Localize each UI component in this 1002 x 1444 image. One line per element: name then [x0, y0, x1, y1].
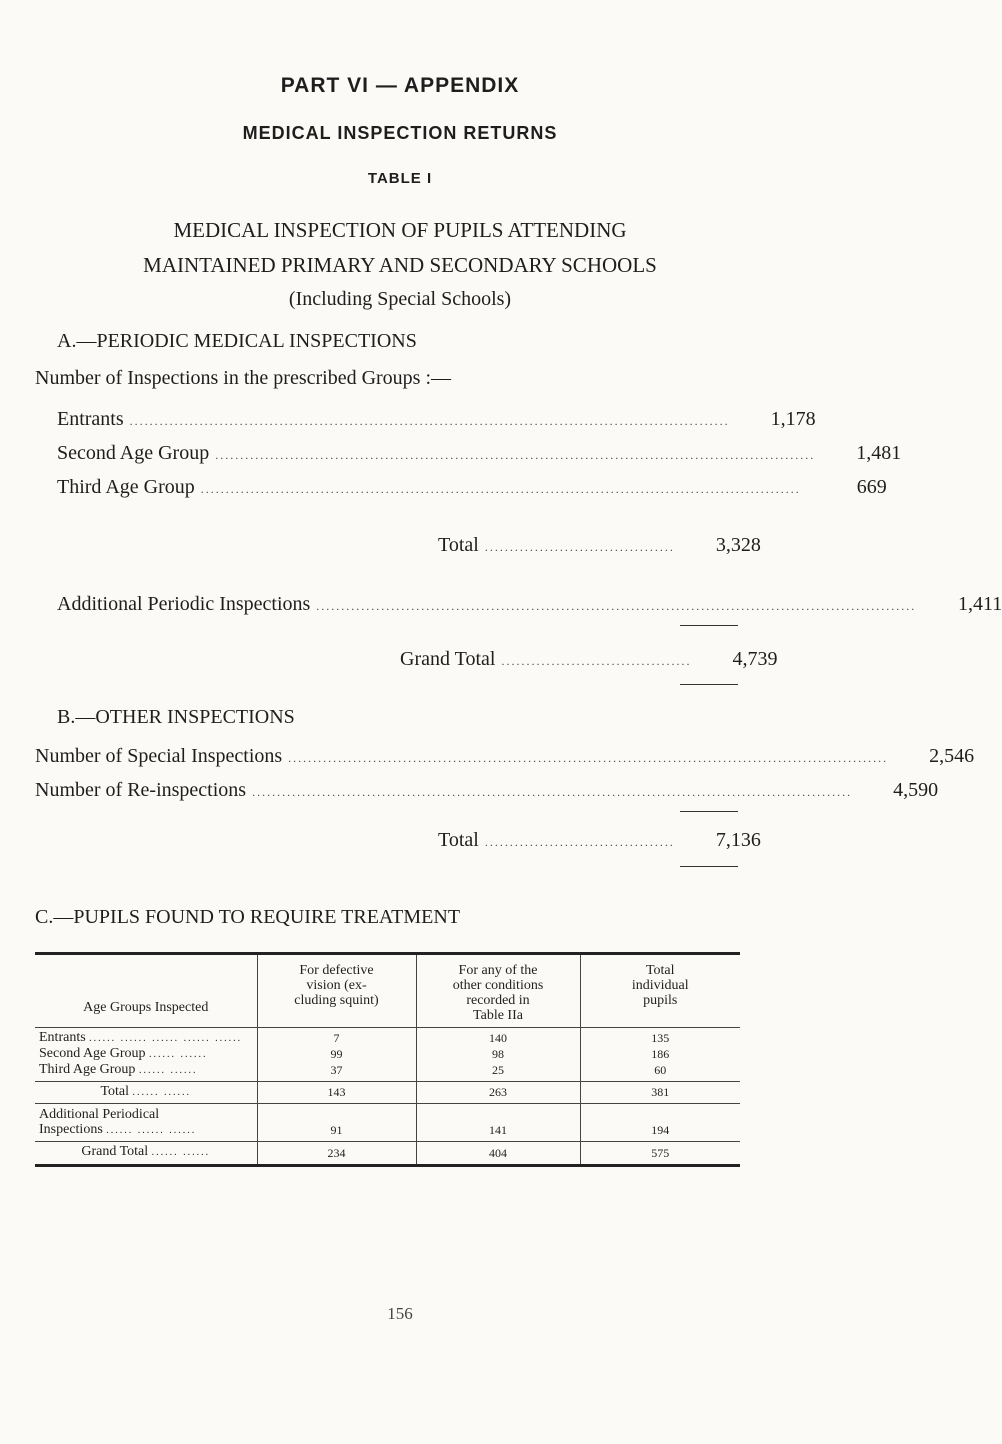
row-value: 2,546	[929, 745, 975, 767]
row-label: Additional Periodic Inspections	[57, 593, 311, 615]
title-line-1: MEDICAL INSPECTION OF PUPILS ATTENDING	[173, 218, 627, 242]
label-line: Additional Periodical	[39, 1107, 160, 1122]
row-label: Second Age Group ...... ......	[39, 1046, 208, 1061]
header-line: For defective	[299, 963, 374, 978]
leader-dots: ........................................................................................................................	[252, 785, 853, 799]
title-line-2: MAINTAINED PRIMARY AND SECONDARY SCHOOLS	[143, 253, 657, 277]
cell-other: 140	[416, 1028, 580, 1047]
leader-dots: ........................................................................................................................	[200, 482, 801, 496]
section-a-heading: A.—PERIODIC MEDICAL INSPECTIONS	[57, 330, 417, 352]
cell-total: 575	[580, 1142, 740, 1166]
row-value: 1,178	[770, 408, 816, 430]
cell-other: 404	[416, 1142, 580, 1166]
col-header-age-groups: Age Groups Inspected	[83, 1000, 209, 1015]
row-label: Number of Re-inspections	[35, 779, 247, 801]
row-label: Total ...... ......	[100, 1084, 192, 1099]
row-second-age-group	[57, 442, 902, 468]
cell-other: 98	[416, 1046, 580, 1062]
row-additional-periodic	[57, 593, 1002, 619]
row-label: Third Age Group ...... ......	[39, 1062, 198, 1077]
cell-total: 60	[580, 1062, 740, 1082]
title-line-3: (Including Special Schools)	[288, 288, 512, 310]
total-value: 7,136	[715, 829, 761, 851]
row-total-a	[438, 534, 761, 560]
header-line: other conditions	[452, 978, 544, 993]
section-c-heading: C.—PUPILS FOUND TO REQUIRE TREATMENT	[35, 906, 461, 928]
leader-dots: ......................................	[484, 835, 675, 849]
rule	[680, 811, 738, 812]
treatment-table	[35, 952, 740, 1167]
table-row	[35, 1046, 740, 1062]
rule	[680, 866, 738, 867]
label-line: Inspections ...... ...... ......	[39, 1122, 197, 1137]
col-header-total-pupils	[580, 954, 740, 1028]
leader-dots: ........................................................................................................................	[316, 599, 917, 613]
row-total-b	[438, 829, 761, 855]
page-number: 156	[387, 1304, 413, 1323]
header-line: Table IIa	[473, 1008, 523, 1023]
part-heading: PART VI — APPENDIX	[280, 74, 520, 97]
cell-other: 25	[416, 1062, 580, 1082]
table-row-additional	[35, 1104, 740, 1142]
row-label: Second Age Group	[57, 442, 210, 464]
table-row	[35, 1028, 740, 1047]
header-line: pupils	[643, 993, 678, 1008]
grand-total-value: 4,739	[732, 648, 778, 670]
cell-total: 194	[580, 1104, 740, 1142]
section-b-heading: B.—OTHER INSPECTIONS	[57, 706, 295, 728]
cell-vision: 143	[257, 1082, 416, 1104]
row-label: Entrants	[57, 408, 124, 430]
col-header-defective-vision	[257, 954, 416, 1028]
row-label: Third Age Group	[57, 476, 195, 498]
table-row-total	[35, 1082, 740, 1104]
row-grand-total-a	[400, 648, 778, 674]
row-label: Entrants ...... ...... ...... ...... ......	[39, 1030, 243, 1045]
cell-total: 186	[580, 1046, 740, 1062]
header-line: For any of the	[458, 963, 538, 978]
table-row	[35, 1062, 740, 1082]
cell-vision: 234	[257, 1142, 416, 1166]
row-value: 669	[856, 476, 887, 498]
row-label: Grand Total ...... ......	[81, 1144, 211, 1159]
returns-heading: MEDICAL INSPECTION RETURNS	[242, 123, 558, 143]
cell-vision: 37	[257, 1062, 416, 1082]
header-line: recorded in	[466, 993, 530, 1008]
total-label: Total	[438, 829, 479, 851]
row-entrants	[57, 408, 816, 434]
cell-vision: 99	[257, 1046, 416, 1062]
rule	[680, 684, 738, 685]
row-third-age-group	[57, 476, 887, 502]
cell-total: 381	[580, 1082, 740, 1104]
cell-other: 141	[416, 1104, 580, 1142]
leader-dots: ........................................................................................................................	[288, 751, 889, 765]
section-a-intro: Number of Inspections in the prescribed Groups :—	[35, 367, 452, 389]
row-value: 1,411	[958, 593, 1002, 615]
rule	[680, 625, 738, 626]
leader-dots: ......................................	[484, 540, 675, 554]
table-heading: TABLE I	[367, 170, 433, 187]
row-label	[35, 1104, 257, 1142]
col-header-other-conditions	[416, 954, 580, 1028]
cell-total: 135	[580, 1028, 740, 1047]
row-label: Number of Special Inspections	[35, 745, 283, 767]
header-line: Total	[645, 963, 675, 978]
leader-dots: ........................................................................................................................	[215, 448, 816, 462]
table-header-row	[35, 954, 740, 1028]
leader-dots: ......................................	[501, 654, 692, 668]
header-line: cluding squint)	[294, 993, 379, 1008]
cell-vision: 91	[257, 1104, 416, 1142]
header-line: individual	[631, 978, 689, 993]
leader-dots: ........................................................................................................................	[129, 414, 730, 428]
total-value: 3,328	[715, 534, 761, 556]
grand-total-label: Grand Total	[400, 648, 496, 670]
cell-other: 263	[416, 1082, 580, 1104]
row-re-inspections	[35, 779, 939, 805]
row-value: 1,481	[856, 442, 902, 464]
header-line: vision (ex-	[306, 978, 367, 993]
row-special-inspections	[35, 745, 975, 771]
table-row-grand-total	[35, 1142, 740, 1166]
row-value: 4,590	[893, 779, 939, 801]
total-label: Total	[438, 534, 479, 556]
cell-vision: 7	[257, 1028, 416, 1047]
